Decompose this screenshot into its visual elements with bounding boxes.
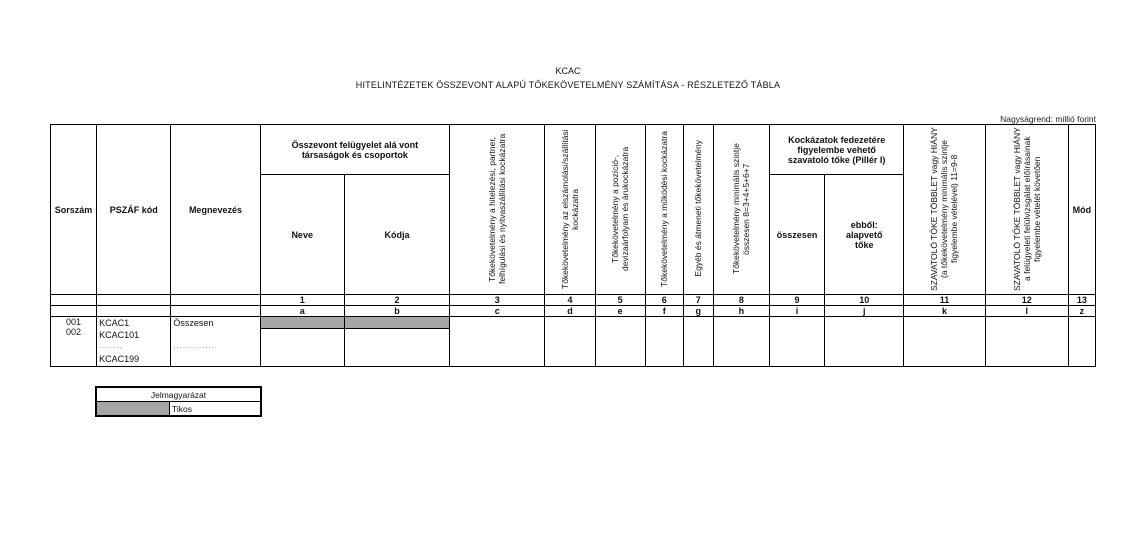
- col-number: 1: [260, 295, 344, 306]
- header-col-4: [545, 125, 595, 295]
- data-cell: [260, 329, 344, 367]
- col-letter: l: [985, 306, 1068, 317]
- col-number: 8: [713, 295, 769, 306]
- header-col-6: [645, 125, 683, 295]
- header-osszesen: összesen: [769, 175, 824, 295]
- col-letter: g: [683, 306, 713, 317]
- header-col-8: [713, 125, 769, 295]
- header-col-5-label: Tőkekövetelmény a pozíció-, devizaárfolyam és árukockázatra: [610, 146, 631, 271]
- header-kodja: Kódja: [344, 175, 449, 295]
- header-col-11: [904, 125, 985, 295]
- row-code-kcac199: KCAC199: [99, 354, 140, 364]
- col-letter: j: [825, 306, 904, 317]
- header-col-6-label: Tőkekövetelmény a működési kockázatra: [659, 130, 670, 287]
- col-letter: z: [1068, 306, 1095, 317]
- header-pszaf-kod: PSZÁF kód: [97, 125, 171, 295]
- data-cell: [545, 317, 595, 367]
- header-col-3-label: Tőkekövetelmény a hitelezési, partner, felhígulási és nyitvaszállítási kockázatra: [487, 133, 508, 284]
- legend-item-label: Tikos: [170, 402, 262, 417]
- col-letter: h: [713, 306, 769, 317]
- row-sorszam-001: 001: [66, 317, 82, 327]
- col-letter: d: [545, 306, 595, 317]
- col-number: 11: [904, 295, 985, 306]
- report-title: HITELINTÉZETEK ÖSSZEVONT ALAPÚ TŐKEKÖVETELMÉNY SZÁMÍTÁSA - RÉSZLETEZŐ TÁBLA: [355, 80, 781, 90]
- data-cell: [904, 317, 985, 367]
- header-sorszam: Sorszám: [51, 125, 97, 295]
- table-row: [51, 317, 1096, 329]
- col-number: 7: [683, 295, 713, 306]
- header-col-12: [985, 125, 1068, 295]
- data-cell: [683, 317, 713, 367]
- header-col-11-label: SZAVATOLÓ TŐKE TÖBBLET vagy HIÁNY (a tőkekövetelmény minimális szintje figyelembe vételével) 11=9-8: [929, 126, 960, 291]
- header-col-3: [450, 125, 545, 295]
- data-cell: [825, 317, 904, 367]
- col-letter: e: [595, 306, 645, 317]
- col-letter: a: [260, 306, 344, 317]
- col-number: 10: [825, 295, 904, 306]
- header-col-5: [595, 125, 645, 295]
- legend-table: [95, 386, 262, 417]
- column-number-row: [51, 295, 1096, 306]
- data-cell: [595, 317, 645, 367]
- column-letter-row: [51, 306, 1096, 317]
- header-megnevezes: Megnevezés: [171, 125, 260, 295]
- header-col-8-label: Tőkekövetelmény minimális szintje összesen 8=3+4+5+6+7: [731, 143, 752, 274]
- data-cell: [344, 329, 449, 367]
- legend-title: Jelmagyarázat: [96, 387, 261, 402]
- row-pszaf-codes: [97, 317, 171, 367]
- row-name-ellipsis: ...............: [173, 343, 218, 350]
- col-number: 9: [769, 295, 824, 306]
- data-cell: [645, 317, 683, 367]
- row-code-kcac1: KCAC1: [99, 318, 130, 328]
- col-number: 5: [595, 295, 645, 306]
- col-number: 2: [344, 295, 449, 306]
- col-number: 3: [450, 295, 545, 306]
- col-number: 13: [1068, 295, 1095, 306]
- row-code-kcac101: KCAC101: [99, 330, 140, 340]
- cell-kodja-confidential: [344, 317, 449, 329]
- legend-swatch: [96, 402, 170, 417]
- unit-label: Nagyságrend: millió forint: [1000, 114, 1096, 124]
- col-letter: i: [769, 306, 824, 317]
- col-number: 6: [645, 295, 683, 306]
- header-osszevont-group: Összevont felügyelet alá vont társaságok és csoportok: [260, 125, 450, 175]
- row-sorszam-002: 002: [66, 327, 82, 337]
- header-mod: Mód: [1068, 125, 1095, 295]
- data-cell: [769, 317, 824, 367]
- header-ebbol: ebből: alapvető tőke: [825, 175, 904, 295]
- header-col-7-label: Egyéb és átmeneti tőkekövetelmény: [693, 140, 704, 277]
- col-letter: c: [450, 306, 545, 317]
- header-neve: Neve: [260, 175, 344, 295]
- data-cell: [1068, 317, 1095, 367]
- row-code-ellipsis: ........: [99, 343, 123, 350]
- cell-neve-confidential: [260, 317, 344, 329]
- row-megnevezes: [171, 317, 260, 367]
- col-letter: k: [904, 306, 985, 317]
- row-sorszam: [51, 317, 97, 367]
- main-table: [50, 124, 1096, 367]
- col-letter: b: [344, 306, 449, 317]
- header-col-12-label: SZAVATOLÓ TŐKE TÖBBLET vagy HIÁNY a felügyeleti felülvizsgálat előírásainak figyelembe vételét követően: [1011, 126, 1042, 291]
- col-letter: f: [645, 306, 683, 317]
- col-number: 4: [545, 295, 595, 306]
- data-cell: [713, 317, 769, 367]
- data-cell: [985, 317, 1068, 367]
- data-cell: [450, 317, 545, 367]
- header-kockazatok-group: Kockázatok fedezetére figyelembe vehető szavatoló tőke (Pillér I): [769, 125, 903, 175]
- header-col-7: [683, 125, 713, 295]
- row-name-osszesen: Összesen: [173, 318, 214, 328]
- header-col-4-label: Tőkekövetelmény az elszámolási/szállítási kockázatra: [559, 128, 580, 289]
- report-code: KCAC: [555, 66, 581, 76]
- col-number: 12: [985, 295, 1068, 306]
